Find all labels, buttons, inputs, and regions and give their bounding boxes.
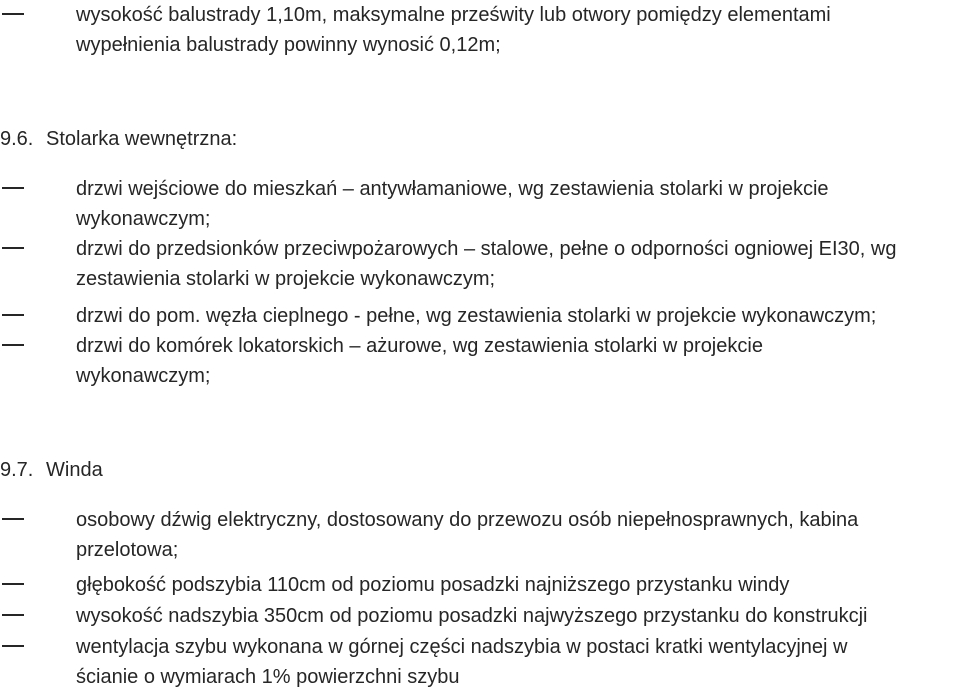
list-item-line: zestawienia stolarki w projekcie wykonawczym; [76, 268, 496, 290]
dash-bullet-icon [0, 505, 25, 535]
section-number: 9.6. [0, 128, 34, 150]
dash-bullet-icon [0, 632, 25, 662]
list-item-line: drzwi do przedsionków przeciwpożarowych – stalowe, pełne o odporności ogniowej EI30, wg [76, 238, 897, 260]
list-item-line: wykonawczym; [76, 208, 211, 230]
list-item-line: drzwi wejściowe do mieszkań – antywłamaniowe, wg zestawienia stolarki w projekcie [76, 178, 829, 200]
dash-bullet-icon [0, 301, 25, 331]
list-item-line: wysokość nadszybia 350cm od poziomu posadzki najwyższego przystanku do konstrukcji [76, 605, 868, 627]
list-item-line: przelotowa; [76, 539, 179, 561]
section-title: Stolarka wewnętrzna: [46, 128, 238, 150]
section-heading [0, 455, 103, 485]
dash-bullet-icon [0, 174, 25, 204]
dash-bullet-icon [0, 0, 25, 30]
list-item-line: głębokość podszybia 110cm od poziomu posadzki najniższego przystanku windy [76, 574, 790, 596]
dash-bullet-icon [0, 570, 25, 600]
dash-bullet-icon [0, 601, 25, 631]
dash-bullet-icon [0, 331, 25, 361]
dash-bullet-icon [0, 234, 25, 264]
list-item-line: wykonawczym; [76, 365, 211, 387]
list-item-line: ścianie o wymiarach 1% powierzchni szybu [76, 666, 460, 688]
section-heading [0, 124, 237, 154]
list-item-line: drzwi do komórek lokatorskich – ażurowe, wg zestawienia stolarki w projekcie [76, 335, 763, 357]
list-item-line: wypełnienia balustrady powinny wynosić 0,12m; [76, 34, 501, 56]
list-item-line: wysokość balustrady 1,10m, maksymalne prześwity lub otwory pomiędzy elementami [76, 4, 831, 26]
list-item-line: wentylacja szybu wykonana w górnej części nadszybia w postaci kratki wentylacyjnej w [76, 636, 848, 658]
list-item-line: osobowy dźwig elektryczny, dostosowany do przewozu osób niepełnosprawnych, kabina [76, 509, 859, 531]
section-title: Winda [46, 459, 103, 481]
list-item-line: drzwi do pom. węzła cieplnego - pełne, wg zestawienia stolarki w projekcie wykonawczym; [76, 305, 877, 327]
section-number: 9.7. [0, 459, 34, 481]
